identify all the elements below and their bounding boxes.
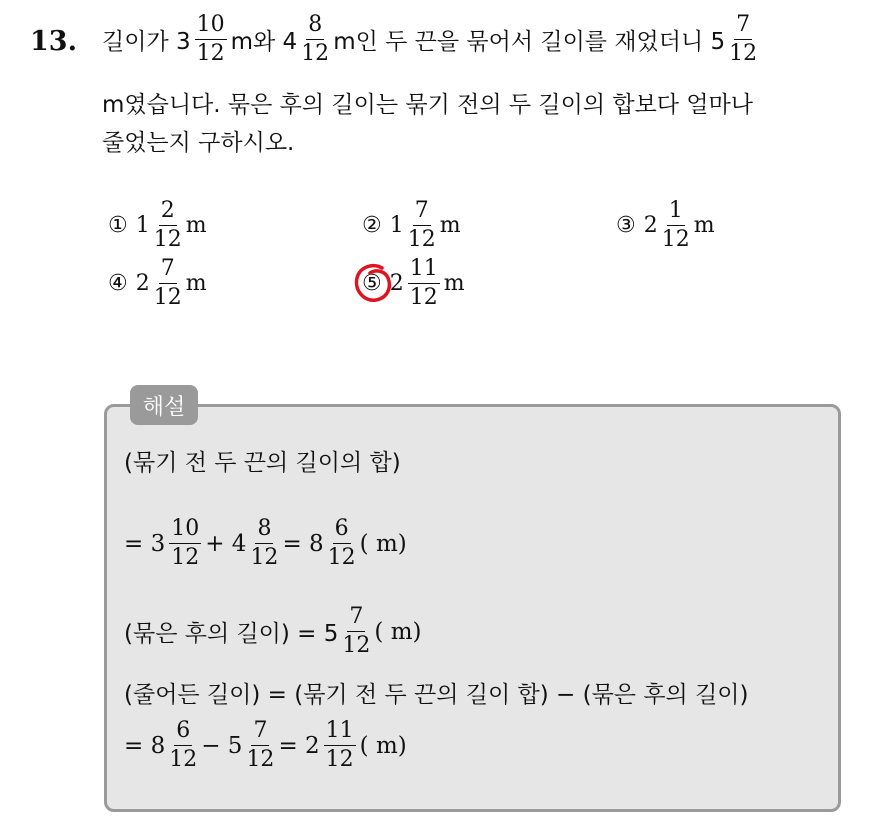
question-number: 13. <box>30 26 77 57</box>
question-line-1 <box>102 14 761 65</box>
question-text: m와 4 <box>230 29 298 55</box>
question-text: 길이가 3 <box>102 29 191 55</box>
fraction: $\frac{10}{12}$ <box>196 12 225 66</box>
solution-line-3: (묶은 후의 길이) = 5 $\frac{7}{12}$ ( m) <box>124 604 422 658</box>
question-text: m인 두 끈을 묶어서 길이를 재었더니 5 <box>333 29 726 55</box>
choice-3[interactable]: ③ 2 $\frac{1}{12}$ m <box>616 198 715 252</box>
fraction: $\frac{8}{12}$ <box>301 12 330 66</box>
solution-line-2: = 3 $\frac{10}{12}$ + 4 $\frac{8}{12}$ = 8 $\frac{6}{12}$ ( m) <box>124 516 407 570</box>
fraction: $\frac{7}{12}$ <box>729 12 758 66</box>
question-line-2: m였습니다. 묶은 후의 길이는 묶기 전의 두 길이의 합보다 얼마나 <box>102 92 753 118</box>
answer-circle-mark-icon <box>352 260 398 306</box>
choice-4[interactable]: ④ 2 $\frac{7}{12}$ m <box>108 256 207 310</box>
choice-1[interactable]: ① 1 $\frac{2}{12}$ m <box>108 198 207 252</box>
choice-5[interactable]: ⑤ 2 $\frac{11}{12}$ m <box>362 256 465 310</box>
choice-2[interactable]: ② 1 $\frac{7}{12}$ m <box>362 198 461 252</box>
solution-line-4: (줄어든 길이) = (묶기 전 두 끈의 길이 합) − (묶은 후의 길이) <box>124 682 749 708</box>
solution-tag: 해설 <box>130 385 198 425</box>
question-line-3: 줄었는지 구하시오. <box>102 130 295 156</box>
solution-line-5: = 8 $\frac{6}{12}$ − 5 $\frac{7}{12}$ = 2 $\frac{11}{12}$ ( m) <box>124 718 407 772</box>
solution-line-1: (묶기 전 두 끈의 길이의 합) <box>124 450 401 476</box>
